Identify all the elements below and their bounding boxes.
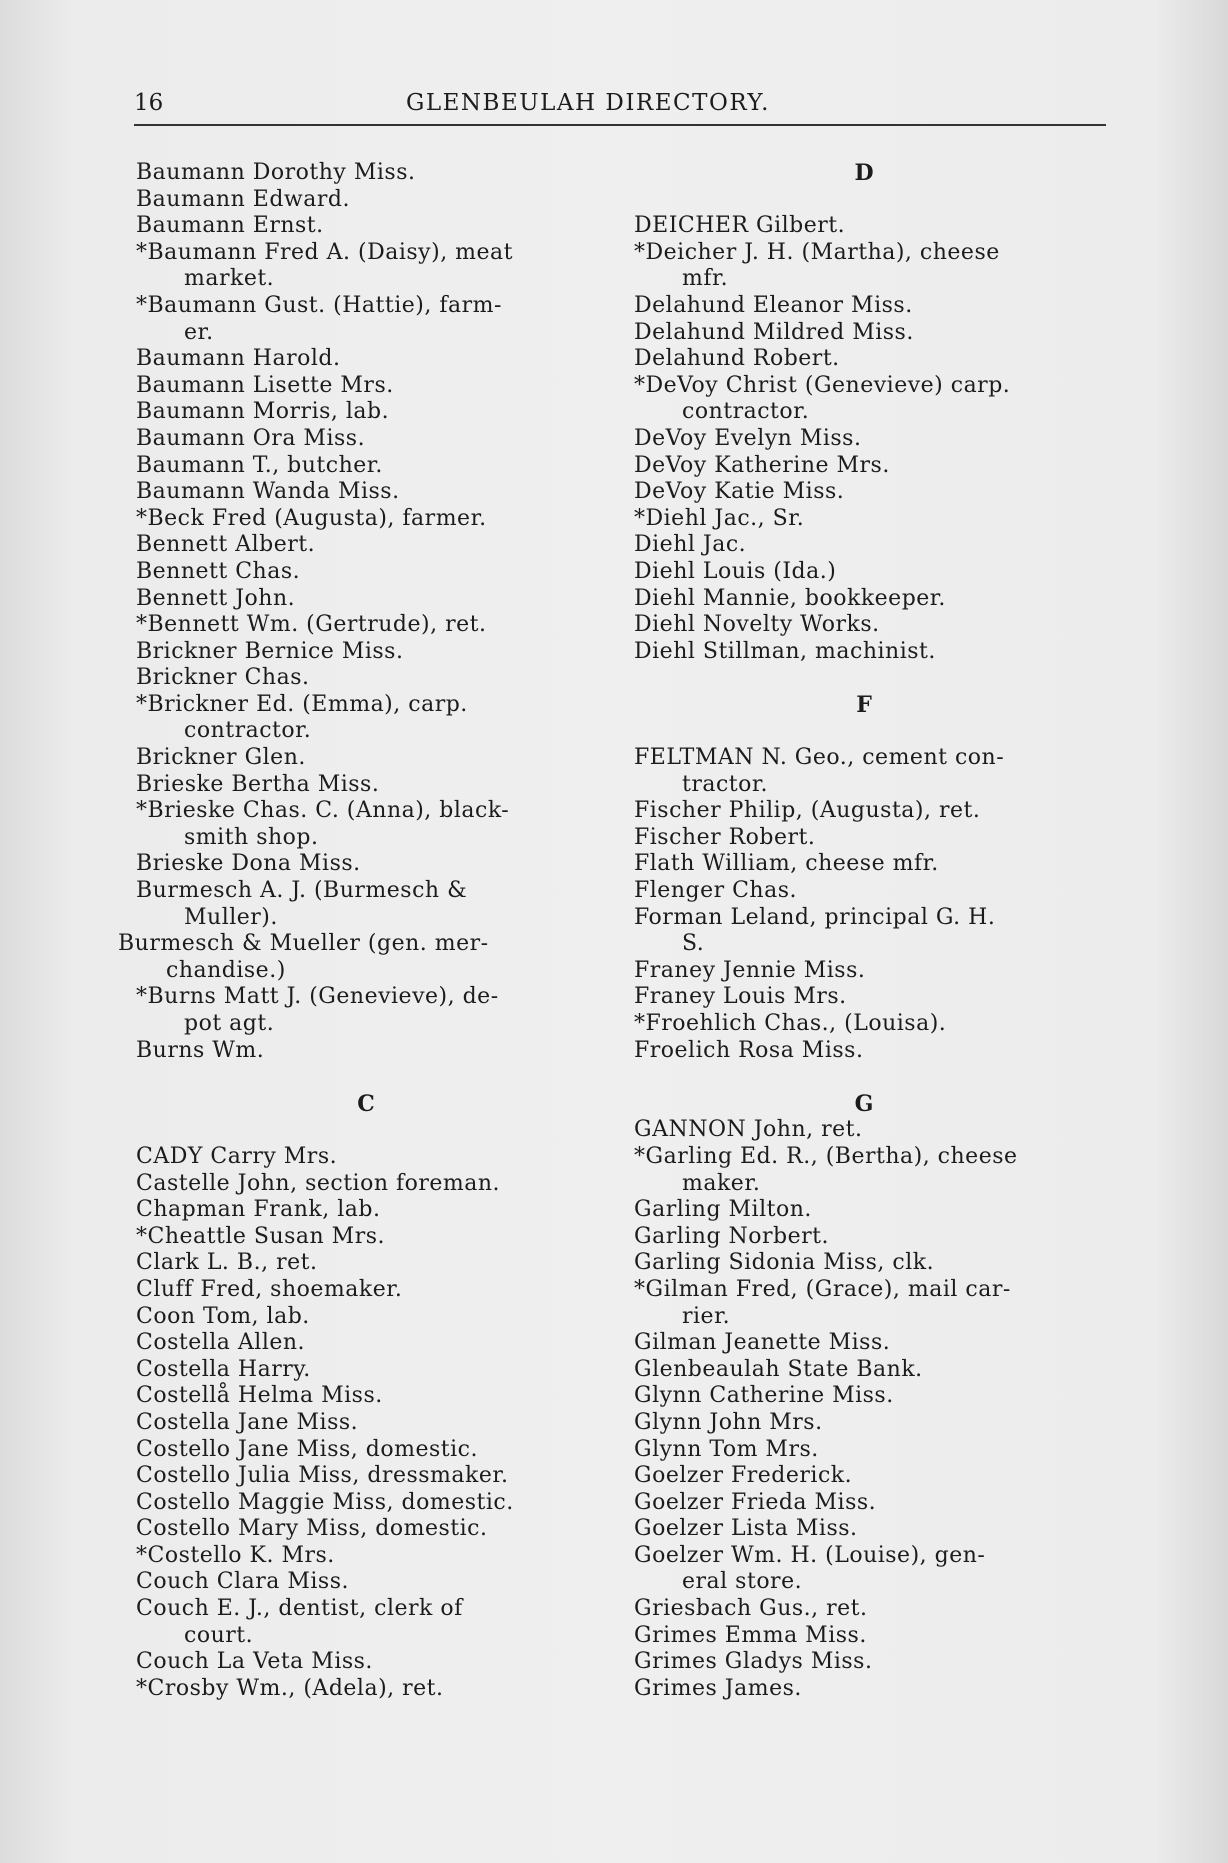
directory-entry: *Beck Fred (Augusta), farmer. xyxy=(136,505,487,531)
directory-entry: Cluff Fred, shoemaker. xyxy=(136,1276,403,1302)
section-heading-f: F xyxy=(856,691,872,718)
directory-entry: Clark L. B., ret. xyxy=(136,1250,318,1276)
directory-entry: *Baumann Gust. (Hattie), farm- er. xyxy=(136,292,502,345)
directory-entry: Flenger Chas. xyxy=(634,878,798,904)
directory-entry: Castelle John, section foreman. xyxy=(136,1170,501,1196)
directory-entry: Flath William, cheese mfr. xyxy=(634,851,939,877)
directory-entry: Glynn Tom Mrs. xyxy=(634,1436,819,1462)
directory-entry: Glynn Catherine Miss. xyxy=(634,1383,894,1409)
directory-entry: Grimes Emma Miss. xyxy=(634,1622,867,1648)
directory-entry: *Costello K. Mrs. xyxy=(136,1542,335,1568)
running-title: GLENBEULAH DIRECTORY. xyxy=(406,90,770,116)
directory-entry: Costello Maggie Miss, domestic. xyxy=(136,1489,514,1515)
directory-entry: Garling Norbert. xyxy=(634,1223,829,1249)
directory-entry: Froelich Rosa Miss. xyxy=(634,1037,864,1063)
directory-entry: Brickner Bernice Miss. xyxy=(136,638,404,664)
directory-entry: Baumann Dorothy Miss. xyxy=(136,160,416,185)
directory-entry: Diehl Novelty Works. xyxy=(634,612,880,638)
directory-entry: *Diehl Jac., Sr. xyxy=(634,505,805,531)
directory-entry: *Brieske Chas. C. (Anna), black- smith shop. xyxy=(136,798,510,850)
directory-entry: *Burns Matt J. (Genevieve), de- pot agt. xyxy=(136,984,499,1036)
directory-entry: DeVoy Katherine Mrs. xyxy=(634,452,890,478)
directory-entry: Couch Clara Miss. xyxy=(136,1569,349,1595)
directory-entry: Goelzer Wm. H. (Louise), gen- eral store. xyxy=(634,1542,986,1595)
directory-entry: Delahund Mildred Miss. xyxy=(634,319,914,345)
directory-entry: Diehl Jac. xyxy=(634,532,747,558)
directory-entry: Delahund Eleanor Miss. xyxy=(634,292,913,318)
directory-entry: Gilman Jeanette Miss. xyxy=(634,1330,891,1356)
directory-entry: Goelzer Frederick. xyxy=(634,1463,853,1489)
directory-entry: *Froehlich Chas., (Louisa). xyxy=(634,1011,947,1036)
directory-entry: Baumann Wanda Miss. xyxy=(136,479,400,505)
directory-entry: Bennett Albert. xyxy=(136,532,316,558)
directory-entry: Brieske Dona Miss. xyxy=(136,851,361,877)
directory-entry: *Garling Ed. R., (Bertha), cheese maker. xyxy=(634,1143,1018,1196)
directory-entry: Costellå Helma Miss. xyxy=(136,1383,383,1409)
directory-entry: DeVoy Katie Miss. xyxy=(634,479,845,505)
directory-entry: *DeVoy Christ (Genevieve) carp. contractor. xyxy=(634,372,1011,425)
directory-entry: Brieske Bertha Miss. xyxy=(136,771,380,797)
directory-entry: Couch E. J., dentist, clerk of court. xyxy=(136,1596,463,1648)
directory-entry: Diehl Stillman, machinist. xyxy=(634,638,936,664)
directory-entry: Glynn John Mrs. xyxy=(634,1409,823,1435)
directory-entry: Bennett John. xyxy=(136,585,296,611)
directory-entry: Diehl Louis (Ida.) xyxy=(634,558,837,584)
directory-entry: Burns Wm. xyxy=(136,1037,265,1063)
directory-entry: *Baumann Fred A. (Daisy), meat market. xyxy=(136,239,514,292)
directory-entry: Costello Julia Miss, dressmaker. xyxy=(136,1463,509,1489)
section-heading-c: C xyxy=(357,1090,375,1117)
directory-entry: Griesbach Gus., ret. xyxy=(634,1596,868,1622)
directory-entry: Grimes Gladys Miss. xyxy=(634,1649,873,1675)
directory-entry: Costella Jane Miss. xyxy=(136,1409,359,1435)
directory-entry: Goelzer Lista Miss. xyxy=(634,1516,858,1542)
directory-entry: CADY Carry Mrs. xyxy=(136,1143,338,1169)
directory-entry: Burmesch A. J. (Burmesch & Muller). xyxy=(136,878,468,930)
directory-entry: Forman Leland, principal G. H. S. xyxy=(634,904,996,957)
directory-entry: Coon Tom, lab. xyxy=(136,1303,310,1329)
directory-entry: Bennett Chas. xyxy=(136,558,301,584)
directory-entry: Grimes James. xyxy=(634,1675,802,1701)
directory-entry: Baumann T., butcher. xyxy=(136,452,383,478)
directory-entry: Chapman Frank, lab. xyxy=(136,1197,381,1223)
directory-entry: *Crosby Wm., (Adela), ret. xyxy=(136,1675,444,1701)
left-column xyxy=(118,160,596,1702)
directory-entry: Couch La Veta Miss. xyxy=(136,1649,373,1675)
directory-entry: Fischer Philip, (Augusta), ret. xyxy=(634,798,981,824)
directory-entry: Garling Milton. xyxy=(634,1197,812,1223)
directory-entry: Franey Jennie Miss. xyxy=(634,957,866,983)
directory-entry: Costello Jane Miss, domestic. xyxy=(136,1436,478,1462)
directory-entry: Fischer Robert. xyxy=(634,824,816,850)
directory-entry: FELTMAN N. Geo., cement con- tractor. xyxy=(634,745,1005,797)
directory-entry: Baumann Ernst. xyxy=(136,213,324,239)
directory-entry: Baumann Ora Miss. xyxy=(136,425,366,451)
directory-entry: Franey Louis Mrs. xyxy=(634,984,847,1010)
directory-entry: Costella Harry. xyxy=(136,1356,311,1382)
right-column xyxy=(634,160,1094,1702)
directory-entry: Burmesch & Mueller (gen. mer- chandise.) xyxy=(118,931,489,983)
directory-entry: Costella Allen. xyxy=(136,1330,306,1356)
section-heading-d: D xyxy=(854,160,874,186)
directory-entry: Glenbeaulah State Bank. xyxy=(634,1356,923,1382)
directory-entry: Baumann Edward. xyxy=(136,186,350,212)
directory-entry: Brickner Glen. xyxy=(136,745,306,771)
directory-entry: DEICHER Gilbert. xyxy=(634,213,846,239)
directory-entry: Baumann Lisette Mrs. xyxy=(136,372,394,398)
page-number: 16 xyxy=(134,90,164,116)
directory-entry: Delahund Robert. xyxy=(634,346,840,372)
directory-entry: *Gilman Fred, (Grace), mail car- rier. xyxy=(634,1276,1011,1329)
directory-entry: *Deicher J. H. (Martha), cheese mfr. xyxy=(634,239,1000,292)
page-header xyxy=(134,88,1106,126)
directory-entry: DeVoy Evelyn Miss. xyxy=(634,425,862,451)
directory-entry: Brickner Chas. xyxy=(136,665,310,691)
directory-entry: *Cheattle Susan Mrs. xyxy=(136,1223,386,1249)
directory-entry: Garling Sidonia Miss, clk. xyxy=(634,1250,935,1276)
directory-entry: Goelzer Frieda Miss. xyxy=(634,1489,877,1515)
directory-entry: Diehl Mannie, bookkeeper. xyxy=(634,585,946,611)
directory-entry: *Brickner Ed. (Emma), carp. contractor. xyxy=(136,691,468,744)
directory-entry: Costello Mary Miss, domestic. xyxy=(136,1516,488,1542)
directory-entry: Baumann Morris, lab. xyxy=(136,399,390,425)
directory-entry: GANNON John, ret. xyxy=(634,1117,863,1143)
directory-entry: *Bennett Wm. (Gertrude), ret. xyxy=(136,612,487,638)
directory-entry: Baumann Harold. xyxy=(136,346,341,372)
section-heading-g: G xyxy=(854,1090,874,1117)
